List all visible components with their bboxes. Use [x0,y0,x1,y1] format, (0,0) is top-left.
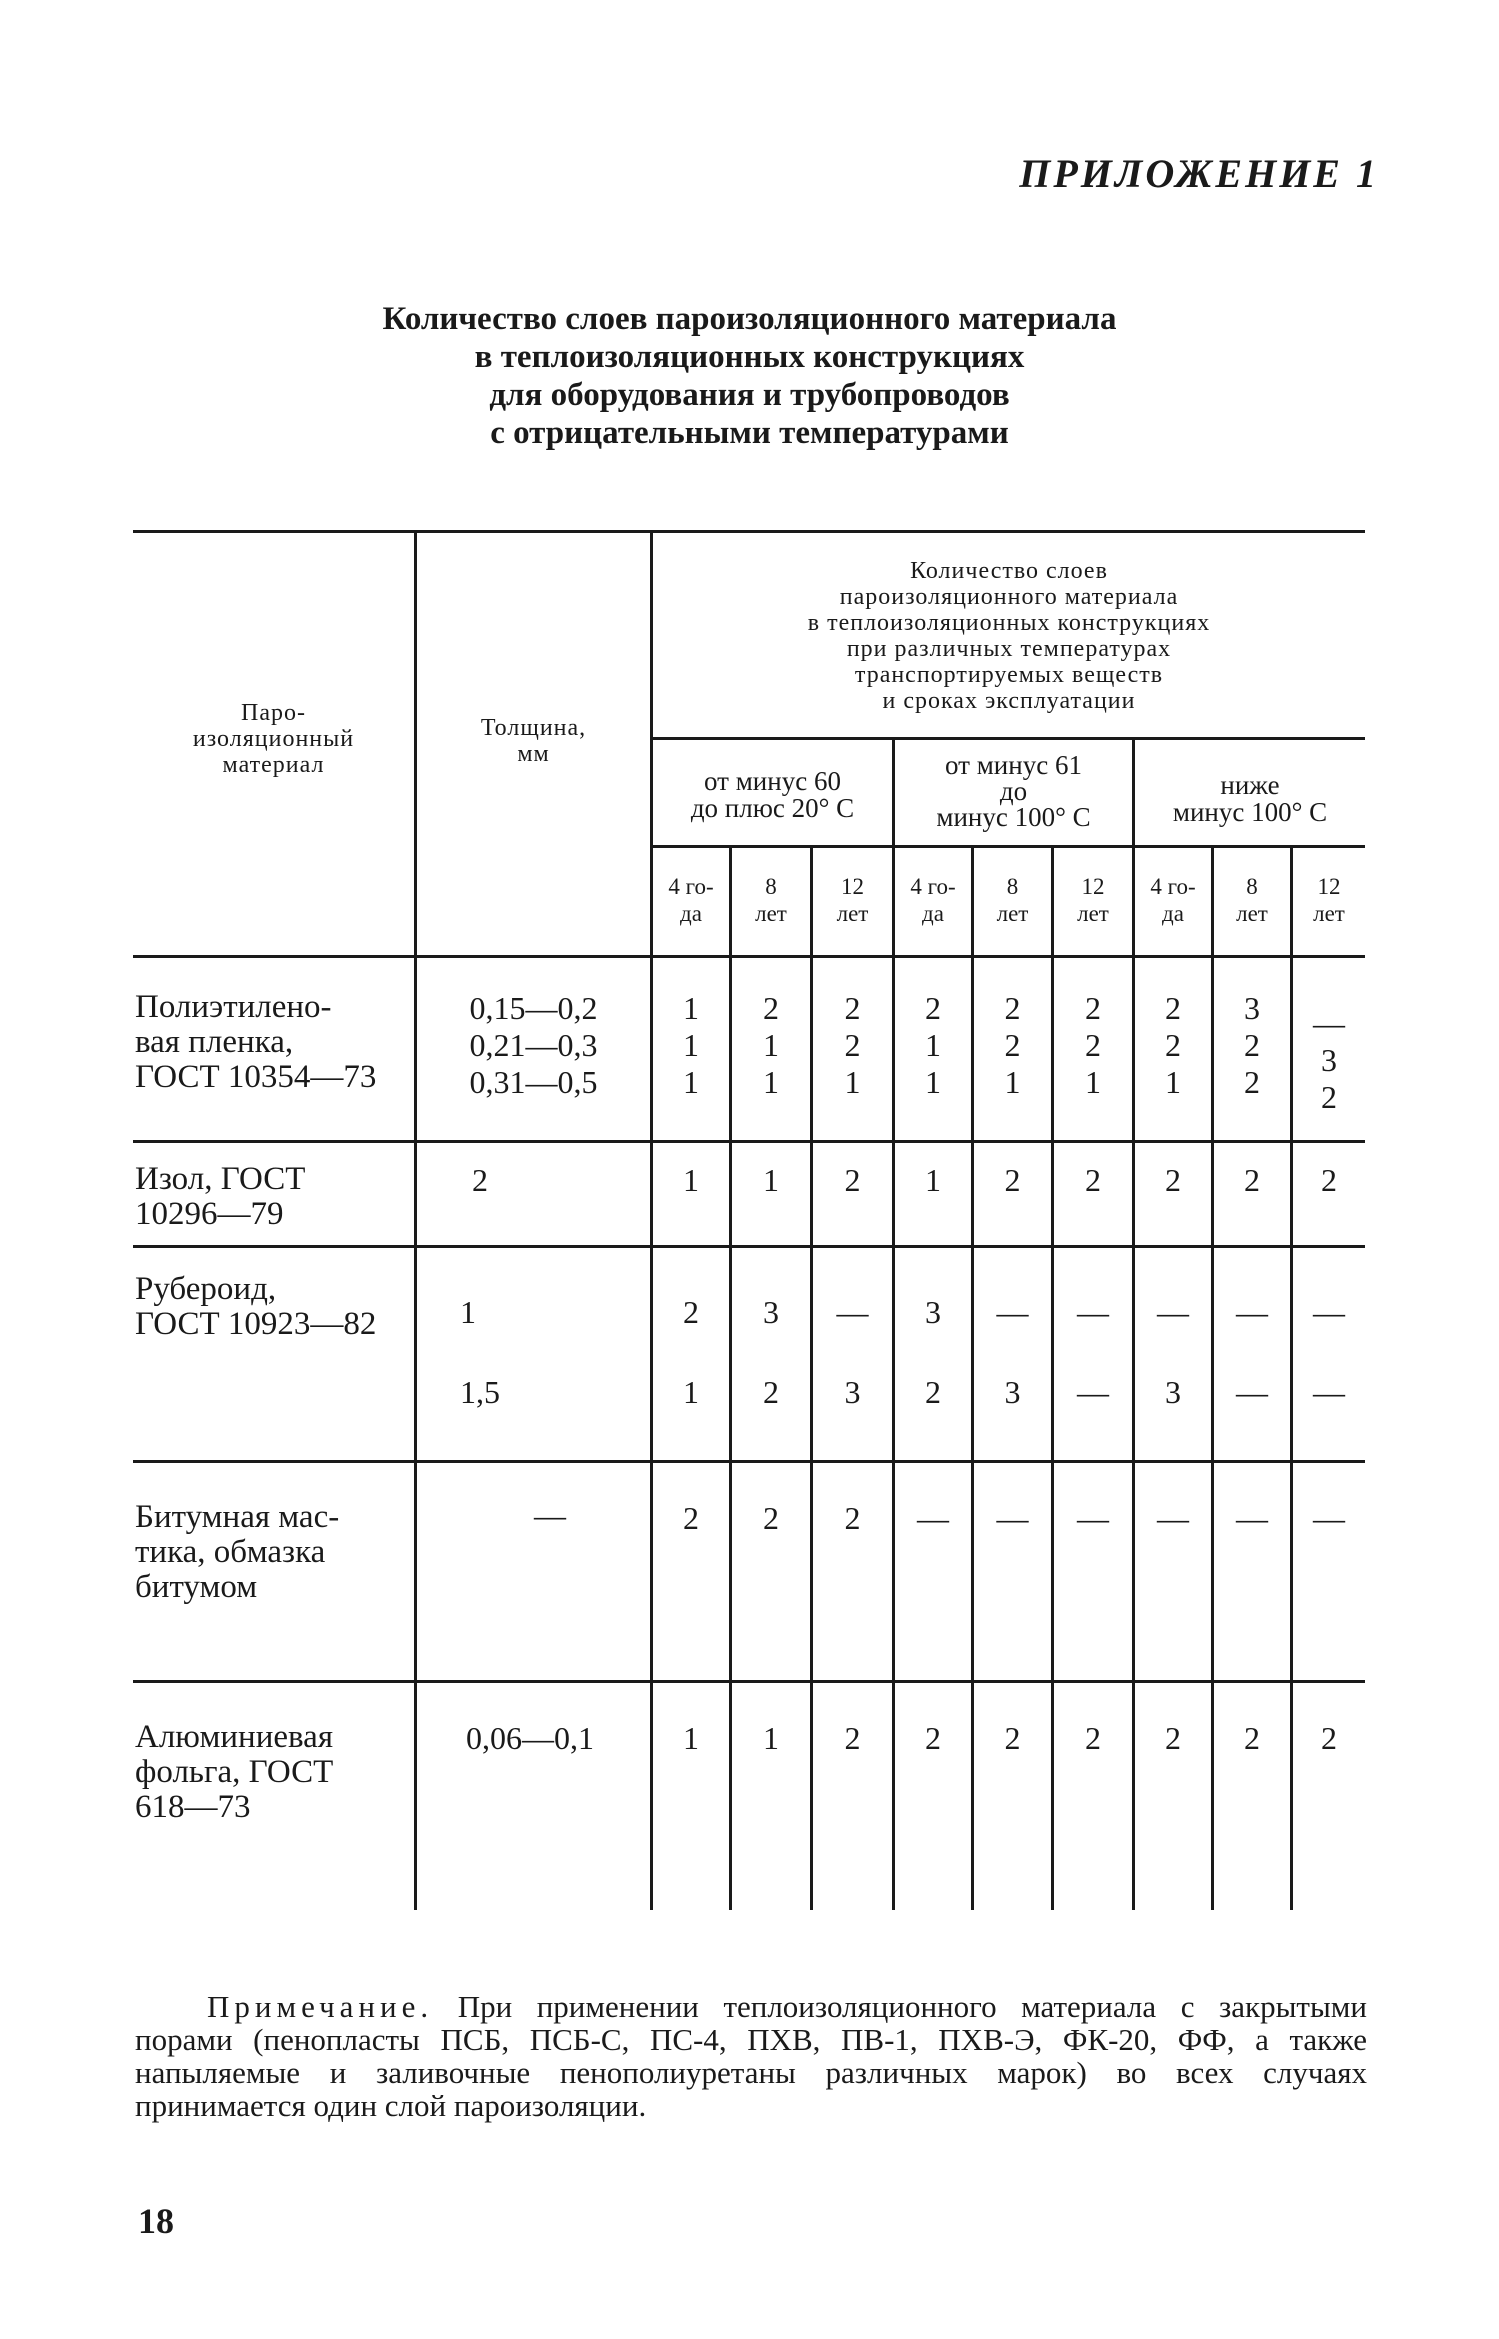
value-cell [1135,990,1211,1101]
value-line: 2 [763,990,779,1026]
value-line: — [1157,1500,1189,1536]
value-cell [813,990,892,1101]
term-line: лет [755,901,787,926]
table-top-rule [133,530,1365,533]
value-line: 2 [1004,1162,1021,1198]
temp-range-line: минус 100° С [1172,797,1328,827]
value-line: 2 [1085,1027,1101,1063]
row-rule [133,1680,1365,1683]
value-cell [895,1720,971,1757]
value-line: 1 [1004,1064,1021,1100]
value-cell [1054,1720,1132,1757]
material-line: 10296—79 [135,1196,284,1232]
note-label: Примечание. [207,1989,434,2024]
value-line: — [1077,1294,1109,1330]
header-temp-range [895,752,1132,830]
value-line: 1 [683,1064,699,1100]
value-cell [974,1500,1051,1537]
temp-range-line: от минус 60 [704,766,841,796]
value-line: — [1236,1500,1268,1536]
note-text: При применении теплоизоляционного материала с закрытыми порами (пенопласты ПСБ, ПСБ-С, ПС-4, ПХВ, ПВ-1, ПХВ-Э, ФК-20, ФФ, а также напыляемые и заливочные пенополиуретаны различных марок) во всех случаях принимается один слой пароизоляции. [135,1989,1367,2123]
value-line: 2 [925,1374,941,1410]
value-cell [1135,1162,1211,1199]
thickness-line: 1,5 [460,1374,500,1410]
value-line: 1 [1165,1064,1181,1100]
value-line: 2 [925,990,941,1026]
title-line: в теплоизоляционных конструкциях [474,339,1025,375]
value-cell [653,1500,729,1537]
term-line: лет [996,901,1029,926]
value-cell [1054,1272,1132,1432]
value-cell [813,1720,892,1757]
value-line: 1 [844,1064,861,1100]
value-line: — [1236,1374,1268,1410]
value-line: 2 [844,1720,861,1756]
thickness-line: 1 [460,1294,476,1330]
column-rule [650,530,653,1910]
value-line: 2 [844,1162,861,1198]
term-line: 4 го- [1150,874,1196,899]
header-material [133,700,414,778]
thickness-cell [460,1162,500,1199]
value-cell [1214,1162,1290,1199]
header-term [974,873,1051,927]
material-cell [135,990,405,1095]
value-line: 1 [1085,1064,1101,1100]
value-line: 2 [1244,1162,1260,1198]
value-line: 3 [925,1294,941,1330]
thickness-cell [460,1272,520,1432]
thickness-cell [417,990,650,1101]
value-cell [732,990,810,1101]
value-line: 3 [1004,1374,1021,1410]
value-cell [1293,1005,1365,1116]
header-temp-range [653,768,892,822]
value-line: 1 [683,1162,699,1198]
value-line: 1 [683,990,699,1026]
value-line: 1 [763,1027,779,1063]
value-cell [974,1720,1051,1757]
header-term [1054,873,1132,927]
value-cell [653,1162,729,1199]
material-cell [135,1272,405,1342]
material-line: Рубероид, [135,1271,277,1307]
header-group-line: при различных температурах [846,636,1172,662]
material-line: тика, обмазка [135,1534,326,1570]
value-line: 1 [925,1162,941,1198]
term-line: 12 [841,874,864,899]
term-line: 4 го- [668,874,714,899]
value-line: 1 [925,1027,941,1063]
thickness-line: 0,31—0,5 [469,1064,598,1100]
header-group-line: пароизоляционного материала [839,584,1179,610]
header-group-line: транспортируемых веществ [854,662,1164,688]
value-line: — [996,1500,1029,1536]
value-line: 3 [1321,1042,1337,1078]
row-rule [133,1460,1365,1463]
value-line: 1 [683,1720,699,1756]
value-cell [1054,990,1132,1101]
value-line: 2 [1004,990,1021,1026]
value-line: 1 [683,1374,699,1410]
value-cell [1214,990,1290,1101]
term-line: лет [1077,901,1109,926]
value-line: — [996,1294,1029,1330]
footnote [135,1990,1367,2122]
value-cell [974,1272,1051,1432]
value-line: — [1313,1374,1345,1410]
header-thickness [417,715,650,767]
thickness-line: 0,06—0,1 [466,1720,594,1756]
material-cell [135,1162,405,1232]
value-line: 2 [1165,1162,1181,1198]
header-term [813,873,892,927]
material-line: ГОСТ 10923—82 [135,1306,377,1342]
row-rule [133,1140,1365,1143]
group-header-rule [653,737,1365,740]
value-line: 3 [844,1374,861,1410]
term-line: лет [836,901,869,926]
material-line: фольга, ГОСТ [135,1754,334,1790]
term-line: да [922,901,944,926]
material-cell [135,1720,405,1825]
temp-range-line: минус 100° С [936,802,1091,832]
header-group-line: в теплоизоляционных конструкциях [807,610,1211,636]
value-cell [1293,1162,1365,1199]
value-line: — [1236,1294,1268,1330]
value-line: 2 [1085,990,1101,1026]
value-line: 2 [1165,1720,1181,1756]
value-line: 2 [1321,1079,1337,1115]
term-line: 12 [1081,874,1105,899]
term-line: 4 го- [910,874,956,899]
material-line: вая пленка, [135,1024,294,1060]
header-material-line: Паро- [241,700,306,726]
value-cell [653,1720,729,1757]
thickness-line: 0,21—0,3 [469,1027,598,1063]
value-cell [653,1272,729,1432]
material-line: 618—73 [135,1789,251,1825]
value-line: 2 [1004,1720,1021,1756]
value-line: — [1157,1294,1189,1330]
header-group-line: и сроках эксплуатации [882,688,1136,714]
value-cell [1293,1272,1365,1432]
term-line: да [680,901,702,926]
value-cell [1054,1162,1132,1199]
material-line: ГОСТ 10354—73 [135,1059,377,1095]
value-line: — [836,1294,869,1330]
thickness-line: — [534,1497,566,1533]
term-line: да [1162,901,1184,926]
value-cell [895,1500,971,1537]
table-title [0,300,1499,452]
header-term [732,873,810,927]
value-line: 2 [683,1294,699,1330]
value-line: 2 [1085,1162,1101,1198]
material-line: Алюминиевая [135,1719,333,1755]
material-line: Битумная мас- [135,1499,340,1535]
value-line: 2 [1244,1064,1260,1100]
value-line: 2 [1165,1027,1181,1063]
material-line: битумом [135,1569,258,1605]
temp-range-line: ниже [1220,770,1280,800]
value-line: — [1313,1005,1345,1041]
term-line: лет [1313,901,1345,926]
header-material-line: материал [222,752,325,778]
title-line: для оборудования и трубопроводов [489,377,1010,413]
temp-range-line: до плюс 20° С [690,793,855,823]
value-line: 1 [763,1162,779,1198]
header-term [895,873,971,927]
value-cell [974,990,1051,1101]
value-line: 2 [1165,990,1181,1026]
header-thickness-line: мм [517,741,550,767]
value-line: 1 [763,1064,779,1100]
value-cell [1135,1720,1211,1757]
value-cell [895,1162,971,1199]
value-cell [974,1162,1051,1199]
title-line: с отрицательными температурами [490,415,1009,451]
value-cell [1135,1272,1211,1432]
term-line: 8 [1246,874,1258,899]
value-cell [1214,1500,1290,1537]
value-line: 2 [1321,1720,1337,1756]
value-line: — [1313,1294,1345,1330]
value-line: 2 [925,1720,941,1756]
value-line: 2 [763,1500,779,1536]
value-cell [1293,1500,1365,1537]
value-cell [813,1162,892,1199]
header-group [653,558,1365,714]
appendix-label: ПРИЛОЖЕНИЕ 1 [1019,151,1379,196]
term-line: лет [1236,901,1268,926]
material-cell [135,1500,405,1605]
value-line: 2 [844,990,861,1026]
term-line: 8 [1006,874,1019,899]
value-cell [813,1500,892,1537]
page-number: 18 [138,2201,174,2241]
thickness-line: 0,15—0,2 [469,990,598,1026]
value-cell [1054,1500,1132,1537]
value-cell [895,990,971,1101]
header-group-line: Количество слоев [910,558,1108,584]
value-cell [732,1272,810,1432]
value-line: — [1313,1500,1345,1536]
value-cell [732,1720,810,1757]
value-line: — [1077,1374,1109,1410]
value-line: — [1077,1500,1109,1536]
value-line: 2 [1321,1162,1337,1198]
thickness-cell [500,1497,600,1534]
header-term [1214,873,1290,927]
value-line: 1 [763,1720,779,1756]
value-cell [1214,1720,1290,1757]
value-line: 3 [1244,990,1260,1026]
term-line: 8 [765,874,777,899]
value-cell [732,1162,810,1199]
value-line: 2 [683,1500,699,1536]
header-term [653,873,729,927]
value-line: 1 [925,1064,941,1100]
value-line: 2 [1244,1027,1260,1063]
value-cell [1214,1272,1290,1432]
header-bottom-rule [133,955,1365,958]
title-line: Количество слоев пароизоляционного материала [382,301,1117,337]
value-line: 2 [844,1027,861,1063]
term-line: 12 [1317,874,1341,899]
value-line: 2 [763,1374,779,1410]
temp-range-rule [653,845,1365,848]
value-cell [1293,1720,1365,1757]
material-line: Изол, ГОСТ [135,1161,306,1197]
value-line: 2 [1085,1720,1101,1756]
value-line: 3 [763,1294,779,1330]
value-cell [1135,1500,1211,1537]
value-line: 2 [844,1500,861,1536]
value-line: 1 [683,1027,699,1063]
value-cell [653,990,729,1101]
value-line: — [917,1500,949,1536]
temp-range-line: от минус 61 [945,750,1082,780]
material-line: Полиэтилено- [135,989,332,1025]
thickness-cell [430,1720,630,1757]
header-term [1293,873,1365,927]
value-line: 3 [1165,1374,1181,1410]
header-thickness-line: Толщина, [480,715,587,741]
temp-range-line: до [999,776,1028,806]
value-cell [895,1272,971,1432]
value-cell [813,1272,892,1432]
thickness-line: 2 [472,1162,488,1198]
header-term [1135,873,1211,927]
value-line: 2 [1244,1720,1260,1756]
value-cell [732,1500,810,1537]
row-rule [133,1245,1365,1248]
value-line: 2 [1004,1027,1021,1063]
header-temp-range [1135,772,1365,826]
header-material-line: изоляционный [192,726,355,752]
